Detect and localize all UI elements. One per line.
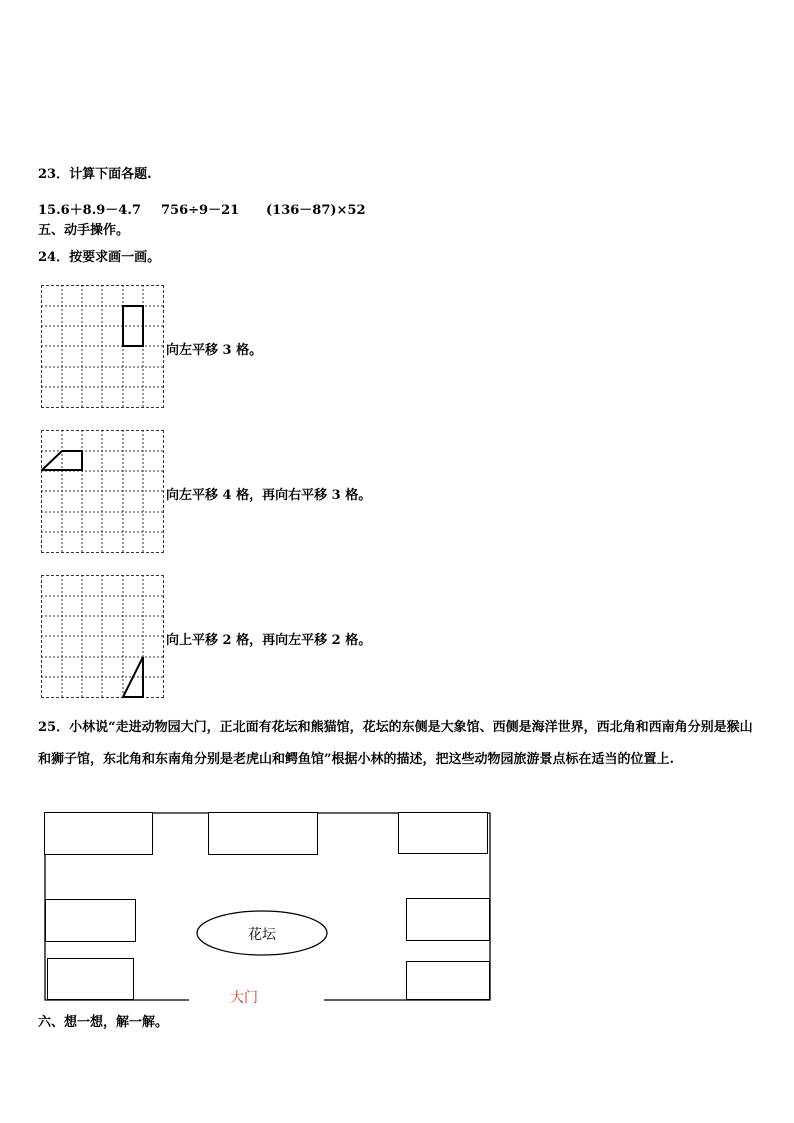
placeholder-north[interactable] xyxy=(208,812,318,855)
expression-2: 756÷9－21 xyxy=(161,203,240,218)
question-25-text: 25．小林说“走进动物园大门，正北面有花坛和熊猫馆，花坛的东侧是大象馆、西侧是海洋世界，西北角和西南角分别是猴山和狮子馆，东北角和东南角分别是老虎山和鳄鱼馆”根据小林的描述，把这些动物园旅游景点标在适当的位置上. xyxy=(38,720,753,767)
placeholder-east[interactable] xyxy=(406,898,490,941)
section-6-heading: 六、想一想，解一解。 xyxy=(38,1015,169,1030)
placeholder-west[interactable] xyxy=(45,899,136,942)
question-23-title: 23．计算下面各题. xyxy=(38,167,152,182)
expression-3: (136－87)×52 xyxy=(266,203,366,218)
instruction-2: 向左平移 4 格，再向右平移 3 格。 xyxy=(166,488,372,503)
grid-2 xyxy=(41,430,164,553)
expression-1: 15.6＋8.9－4.7 xyxy=(38,203,141,218)
instruction-1: 向左平移 3 格。 xyxy=(166,343,263,358)
gate-label: 大门 xyxy=(230,990,258,1006)
flower-bed-label: 花坛 xyxy=(248,927,276,943)
placeholder-southeast[interactable] xyxy=(406,961,490,1000)
placeholder-southwest[interactable] xyxy=(47,958,134,1000)
section-5-heading: 五、动手操作。 xyxy=(38,223,130,238)
instruction-3: 向上平移 2 格，再向左平移 2 格。 xyxy=(166,633,372,648)
question-24-title: 24．按要求画一画。 xyxy=(38,250,161,265)
placeholder-northwest[interactable] xyxy=(44,812,153,855)
grid-1 xyxy=(41,285,164,408)
placeholder-northeast[interactable] xyxy=(398,812,488,854)
grid-3 xyxy=(41,575,164,698)
